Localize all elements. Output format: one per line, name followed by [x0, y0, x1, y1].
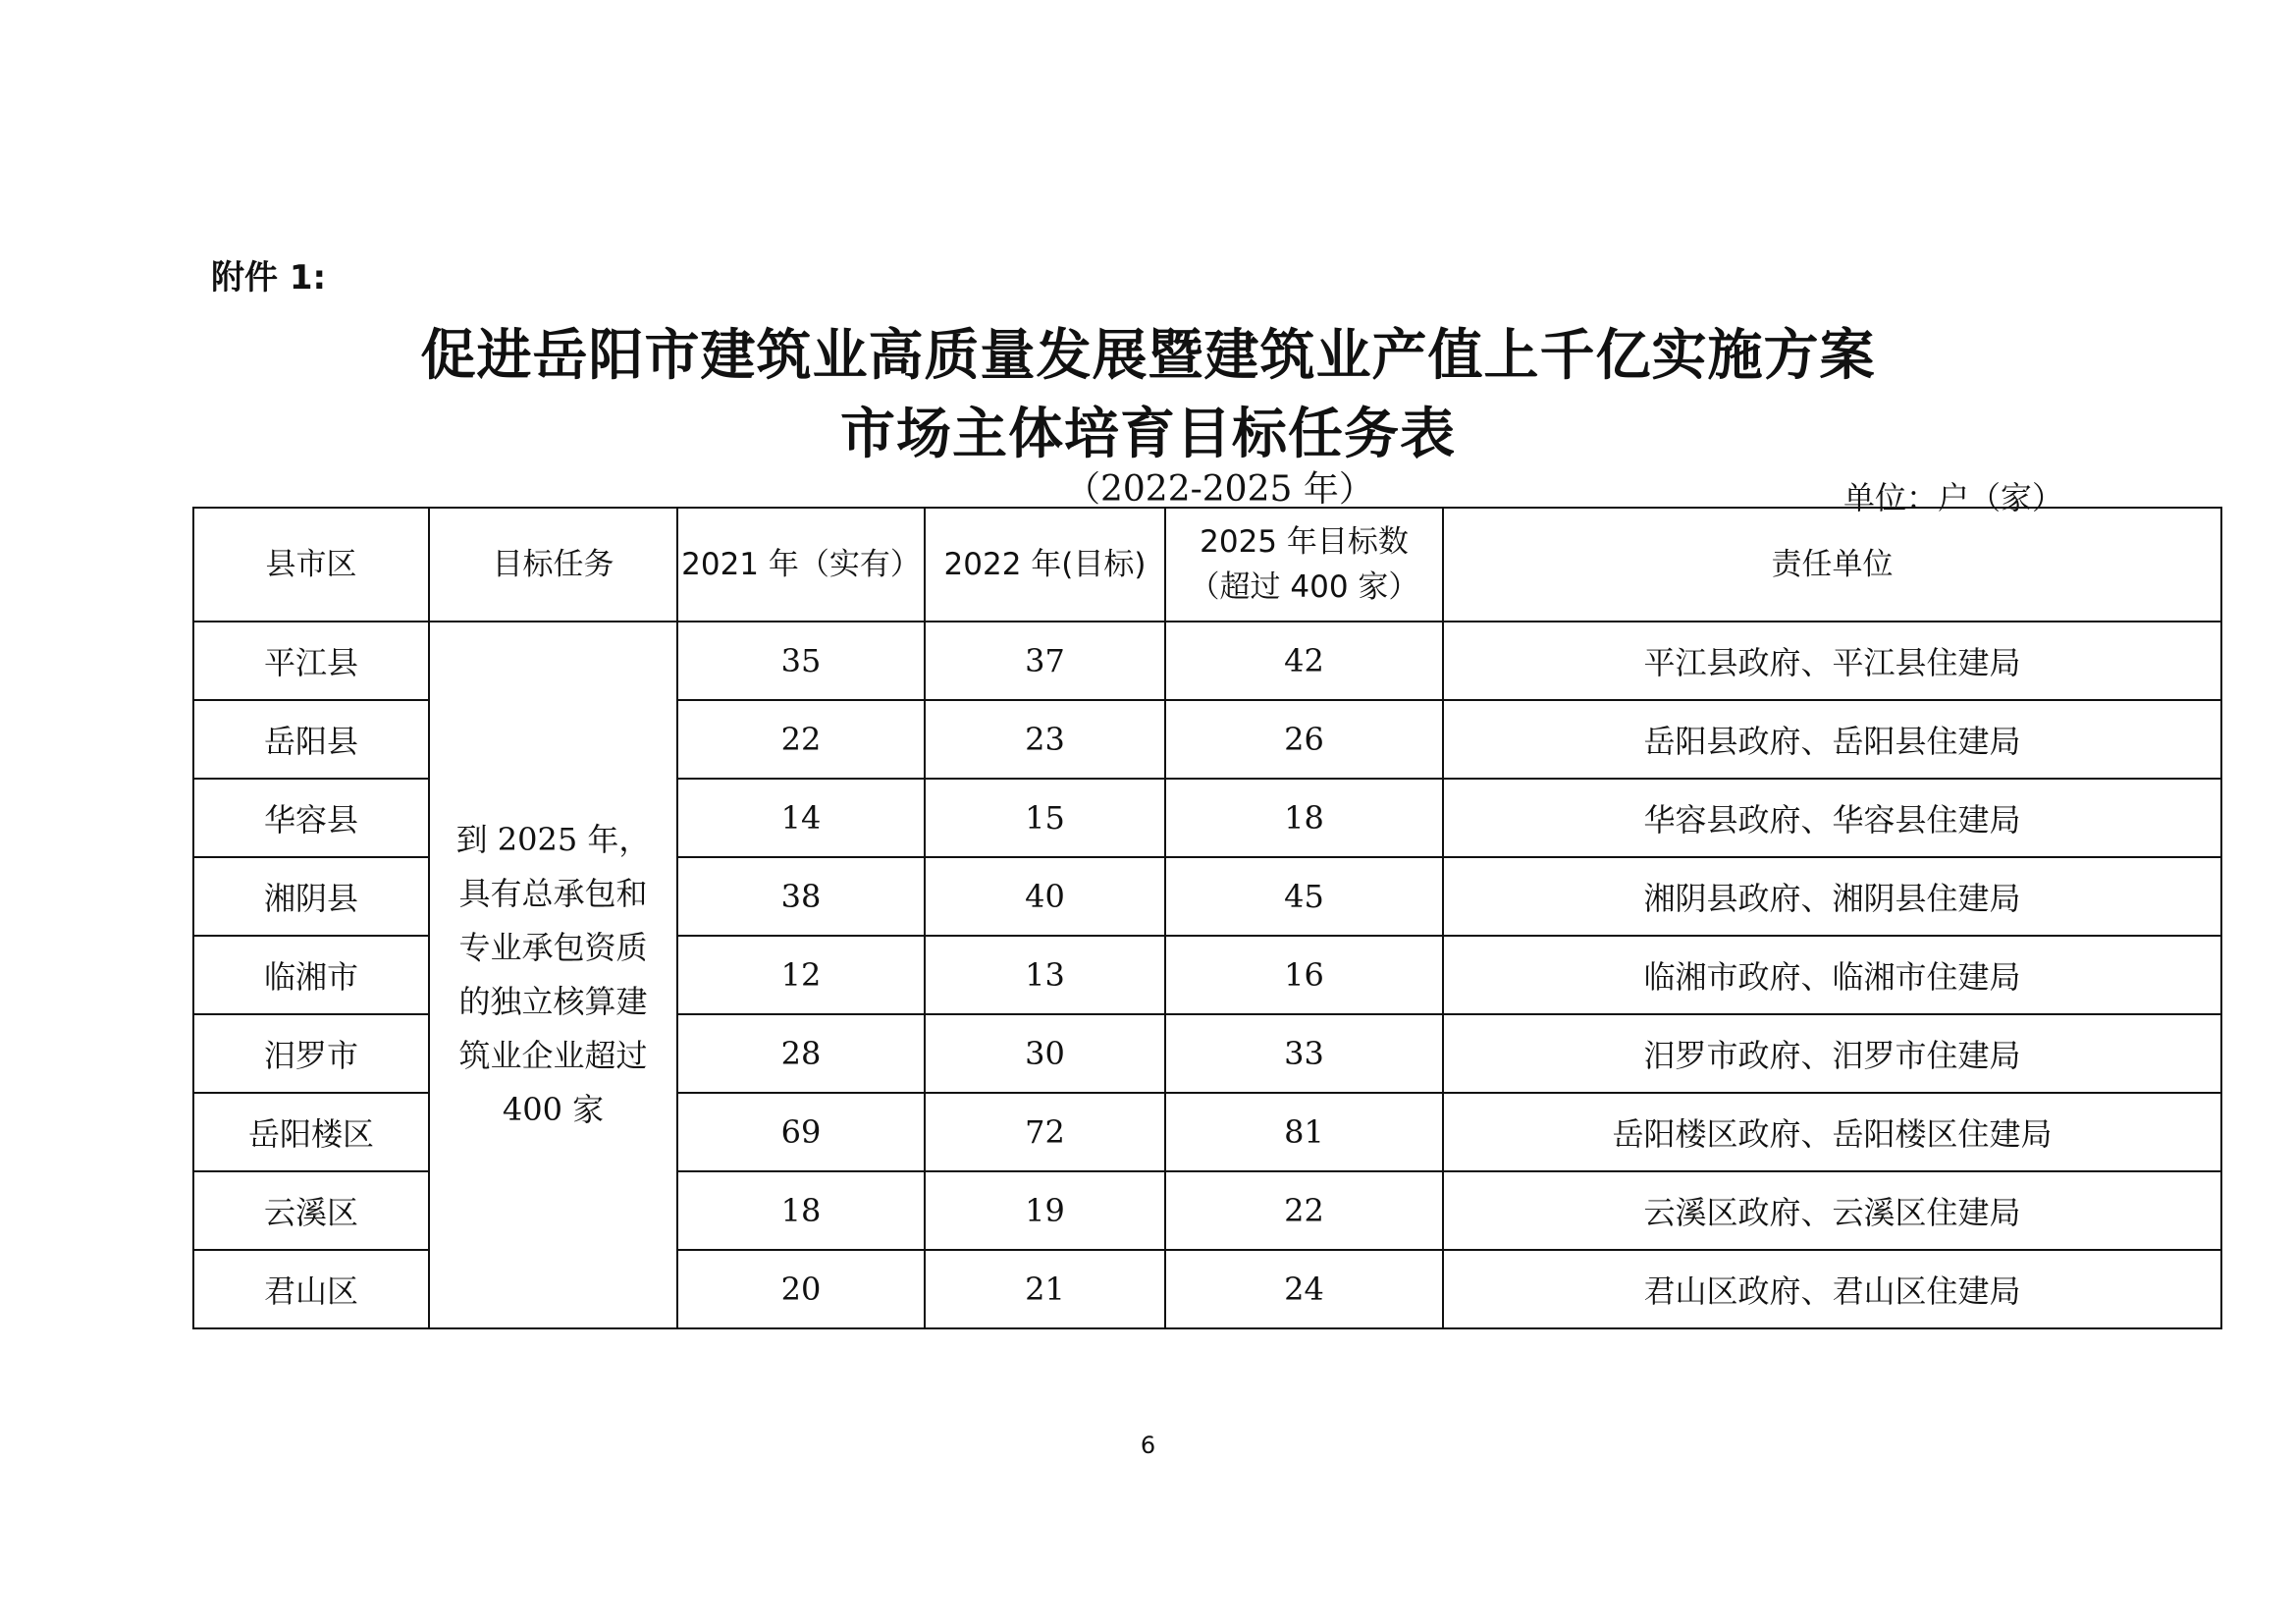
cell-2021: 22: [677, 700, 925, 779]
header-2025-line1: 2025 年目标数: [1200, 524, 1409, 560]
target-task-table: [192, 507, 2222, 1329]
cell-2022: 21: [925, 1250, 1165, 1328]
cell-2021: 20: [677, 1250, 925, 1328]
cell-2022: 40: [925, 857, 1165, 936]
cell-2025: 45: [1165, 857, 1443, 936]
cell-county: 汨罗市: [193, 1014, 429, 1093]
cell-task: 到 2025 年，具有总承包和专业承包资质的独立核算建筑业企业超过 400 家: [429, 622, 677, 1328]
cell-2022: 30: [925, 1014, 1165, 1093]
cell-2022: 13: [925, 936, 1165, 1014]
cell-2025: 18: [1165, 779, 1443, 857]
cell-2025: 81: [1165, 1093, 1443, 1171]
cell-responsible: 君山区政府、君山区住建局: [1443, 1250, 2221, 1328]
cell-responsible: 临湘市政府、临湘市住建局: [1443, 936, 2221, 1014]
cell-2021: 69: [677, 1093, 925, 1171]
cell-2021: 14: [677, 779, 925, 857]
cell-2022: 15: [925, 779, 1165, 857]
table-row: [193, 622, 2221, 700]
cell-responsible: 华容县政府、华容县住建局: [1443, 779, 2221, 857]
title-line-2: 市场主体培育目标任务表: [840, 403, 1456, 466]
cell-county: 云溪区: [193, 1171, 429, 1250]
cell-county: 君山区: [193, 1250, 429, 1328]
cell-2021: 35: [677, 622, 925, 700]
page-number: 6: [1140, 1432, 1156, 1459]
cell-county: 华容县: [193, 779, 429, 857]
header-2025-line2: （超过 400 家）: [1189, 569, 1419, 605]
cell-2022: 23: [925, 700, 1165, 779]
cell-2025: 33: [1165, 1014, 1443, 1093]
header-county: 县市区: [193, 508, 429, 622]
cell-county: 岳阳县: [193, 700, 429, 779]
attachment-label: 附件 1:: [211, 258, 327, 298]
unit-label: 单位：户（家）: [1843, 479, 2064, 516]
cell-2025: 42: [1165, 622, 1443, 700]
cell-responsible: 汨罗市政府、汨罗市住建局: [1443, 1014, 2221, 1093]
table-header-row: [193, 508, 2221, 622]
title-line-1: 促进岳阳市建筑业高质量发展暨建筑业产值上千亿实施方案: [420, 324, 1876, 388]
cell-2021: 28: [677, 1014, 925, 1093]
header-responsible: 责任单位: [1443, 508, 2221, 622]
cell-responsible: 湘阴县政府、湘阴县住建局: [1443, 857, 2221, 936]
cell-responsible: 岳阳县政府、岳阳县住建局: [1443, 700, 2221, 779]
year-range: （2022-2025 年）: [1065, 469, 1374, 510]
cell-2022: 72: [925, 1093, 1165, 1171]
cell-county: 湘阴县: [193, 857, 429, 936]
cell-2025: 26: [1165, 700, 1443, 779]
cell-2021: 38: [677, 857, 925, 936]
cell-responsible: 云溪区政府、云溪区住建局: [1443, 1171, 2221, 1250]
cell-responsible: 平江县政府、平江县住建局: [1443, 622, 2221, 700]
cell-2021: 18: [677, 1171, 925, 1250]
cell-2022: 37: [925, 622, 1165, 700]
cell-responsible: 岳阳楼区政府、岳阳楼区住建局: [1443, 1093, 2221, 1171]
cell-2025: 24: [1165, 1250, 1443, 1328]
header-task: 目标任务: [429, 508, 677, 622]
header-2021: 2021 年（实有）: [677, 508, 925, 622]
cell-county: 临湘市: [193, 936, 429, 1014]
header-2022: 2022 年(目标): [925, 508, 1165, 622]
cell-2021: 12: [677, 936, 925, 1014]
cell-county: 平江县: [193, 622, 429, 700]
header-2025: [1165, 508, 1443, 622]
cell-2025: 22: [1165, 1171, 1443, 1250]
cell-2025: 16: [1165, 936, 1443, 1014]
cell-2022: 19: [925, 1171, 1165, 1250]
cell-county: 岳阳楼区: [193, 1093, 429, 1171]
